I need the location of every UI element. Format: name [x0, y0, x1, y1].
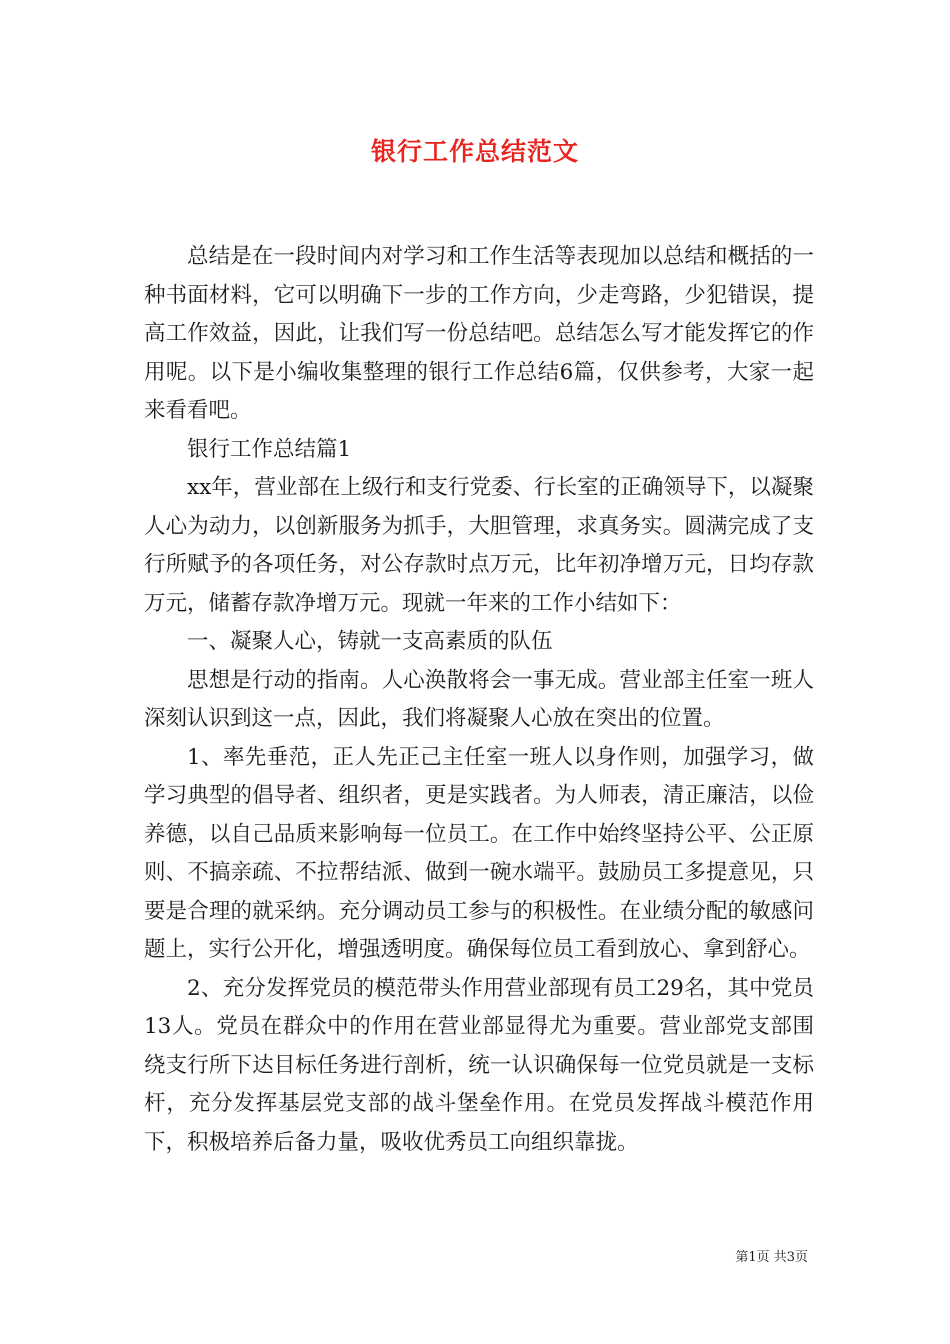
section-heading: 银行工作总结篇1: [187, 436, 352, 462]
body-paragraph: 1、率先垂范，正人先正己主任室一班人以身作则，加强学习，做学习典型的倡导者、组织者，更是实践者。为人师表，清正廉洁，以俭养德，以自己品质来影响每一位员工。在工作中始终坚持公平、公正原则、不搞亲疏、不拉帮结派、做到一碗水端平。鼓励员工多提意见，只要是合理的就采纳。充分调动员工参与的积极性。在业绩分配的敏感问题上，实行公开化，增强透明度。确保每位员工看到放心、拿到舒心。: [144, 744, 814, 962]
document-title: 银行工作总结范文: [370, 137, 579, 166]
subsection-heading: 一、凝聚人心，铸就一支高素质的队伍: [187, 629, 553, 654]
body-paragraph: xx年，营业部在上级行和支行党委、行长室的正确领导下，以凝聚人心为动力，以创新服务为抓手，大胆管理，求真务实。圆满完成了支行所赋予的各项任务，对公存款时点万元，比年初净增万元，日均存款万元，储蓄存款净增万元。现就一年来的工作小结如下：: [144, 475, 814, 616]
document-body: [144, 238, 814, 1162]
body-paragraph: 思想是行动的指南。人心涣散将会一事无成。营业部主任室一班人深刻认识到这一点，因此，我们将凝聚人心放在突出的位置。: [144, 667, 814, 731]
page-number: 第1页 共3页: [735, 1250, 808, 1265]
intro-paragraph: 总结是在一段时间内对学习和工作生活等表现加以总结和概括的一种书面材料，它可以明确下一步的工作方向，少走弯路，少犯错误，提高工作效益，因此，让我们写一份总结吧。总结怎么写才能发挥它的作用呢。以下是小编收集整理的银行工作总结6篇，仅供参考，大家一起来看看吧。: [144, 244, 814, 423]
body-paragraph: 2、充分发挥党员的模范带头作用营业部现有员工29名，其中党员13人。党员在群众中的作用在营业部显得尤为重要。营业部党支部围绕支行所下达目标任务进行剖析，统一认识确保每一位党员就是一支标杆，充分发挥基层党支部的战斗堡垒作用。在党员发挥战斗模范作用下，积极培养后备力量，吸收优秀员工向组织靠拢。: [144, 975, 814, 1155]
